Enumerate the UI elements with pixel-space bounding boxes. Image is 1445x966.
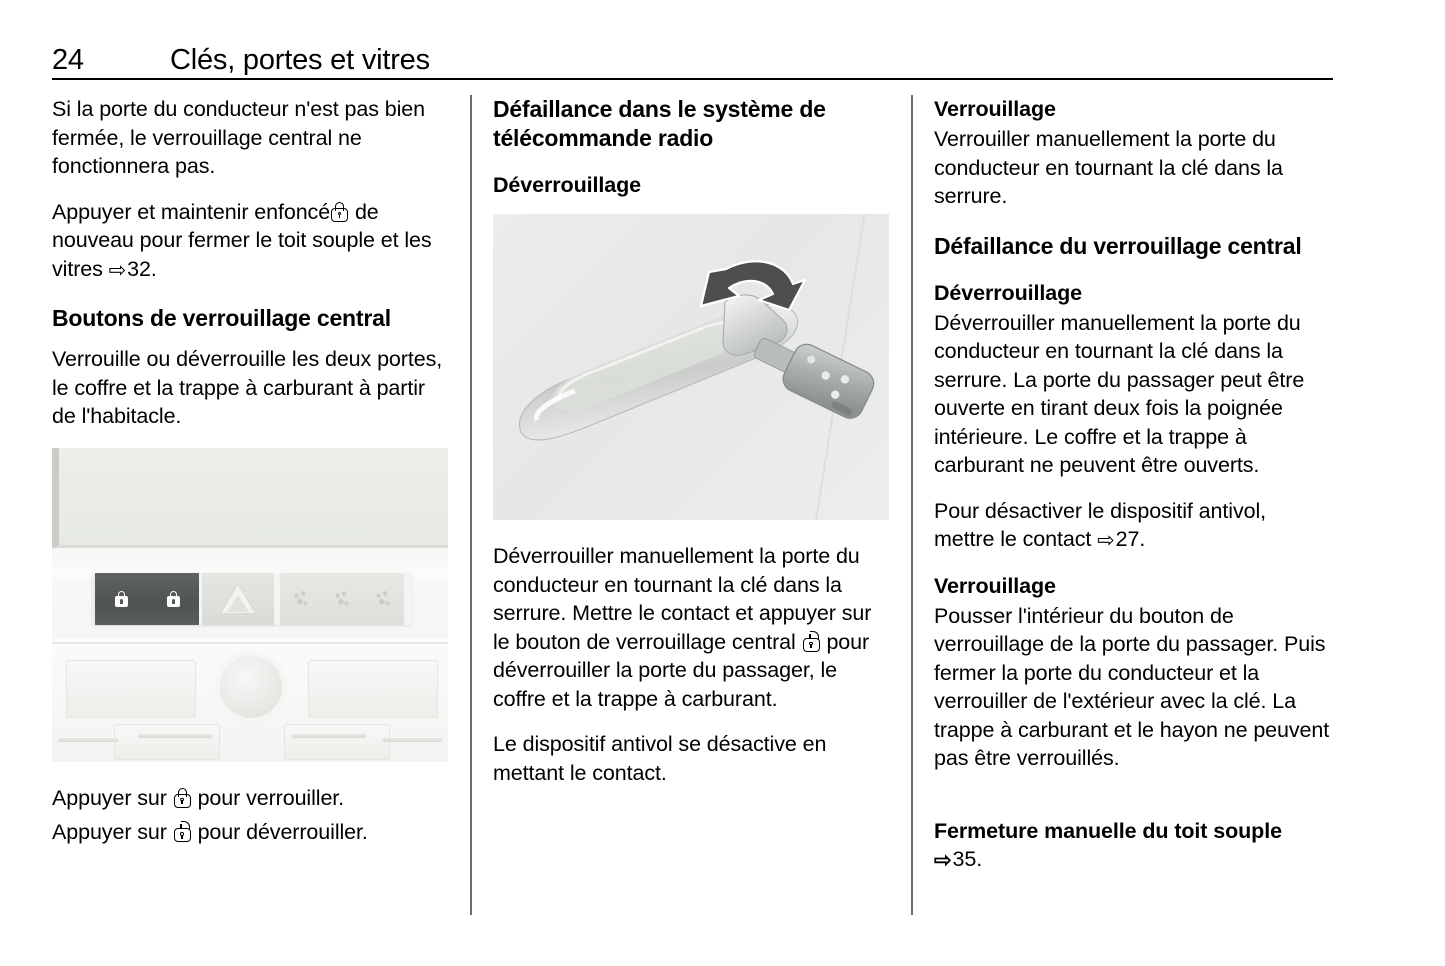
subheading-locking-1: Verrouillage: [934, 97, 1056, 121]
paragraph-antitheft-deactivates: Le dispositif antivol se désactive en mettant le contact.: [493, 732, 827, 785]
console-pad: [308, 660, 438, 718]
paragraph-locks-both-doors: Verrouille ou déverrouille les deux portes, le coffre et la trappe à carburant à partir de l'habitacle.: [52, 347, 443, 428]
door-handle-key-photo: [493, 214, 889, 520]
three-column-body: [52, 95, 1333, 925]
paragraph-deactivate-antitheft: [934, 497, 1330, 554]
caption-press-to-lock: [52, 784, 448, 813]
climate-control-knob: [220, 656, 282, 718]
column-left: [52, 95, 448, 925]
text-fragment: pour verrouiller.: [197, 785, 345, 810]
paragraph-door-not-closed: Si la porte du conducteur n'est pas bien fermée, le verrouillage central ne fonctionnera pas.: [52, 97, 426, 178]
page-ref-arrow-icon: ⇨: [108, 258, 127, 282]
lock-closed-icon: [331, 202, 348, 222]
console-slider: [58, 738, 118, 742]
infotainment-screen: [52, 448, 448, 548]
paragraph-press-hold-close-roof: [52, 198, 448, 284]
console-pad: [114, 724, 220, 760]
console-artwork: [52, 448, 448, 762]
heading-central-locking-failure: Défaillance du verrouillage central: [934, 232, 1302, 259]
column-divider-2: [889, 95, 934, 925]
subheading-manual-roof-close: [934, 817, 1330, 873]
console-lock-closed-icon: [115, 591, 128, 607]
heading-central-locking-buttons: Boutons de verrouillage central: [52, 305, 391, 331]
console-button-strip: [92, 573, 412, 625]
console-slider: [382, 738, 442, 742]
page-ref-number: 35.: [952, 846, 983, 871]
console-divider: [52, 642, 448, 644]
page-ref-arrow-icon: ⇨: [934, 848, 952, 872]
climate-button-group: [280, 573, 404, 625]
paragraph-manual-unlock-middle: [493, 542, 889, 713]
heading-radio-remote-failure: Défaillance dans le système de télécommande radio: [493, 96, 826, 151]
caption-press-to-unlock: [52, 818, 448, 847]
hazard-triangle-icon: [221, 585, 255, 613]
air-recirculation-icon: [372, 588, 394, 610]
chapter-title: Clés, portes et vitres: [170, 44, 430, 76]
central-locking-button-pair: [92, 573, 199, 625]
lock-open-icon: [174, 822, 191, 842]
door-handle-illustration: [493, 214, 889, 520]
column-right: [934, 95, 1330, 925]
centre-console-buttons-photo: [52, 448, 448, 762]
text-fragment: pour déverrouiller.: [197, 820, 368, 844]
lock-open-icon: [803, 632, 820, 652]
page-ref-number: 27.: [1115, 527, 1146, 551]
paragraph-manual-lock: Verrouiller manuellement la porte du conducteur en tournant la clé dans la serrure.: [934, 127, 1283, 208]
text-fragment: Appuyer et maintenir enfoncé: [52, 199, 331, 224]
console-slider: [138, 734, 212, 738]
text-fragment: Appuyer sur: [52, 785, 167, 810]
console-lock-open-icon: [167, 591, 180, 607]
defrost-front-icon: [331, 588, 353, 610]
key-fob: [746, 324, 878, 422]
column-divider-1: [448, 95, 493, 925]
text-fragment: Déverrouiller manuellement la porte du conducteur en tournant la clé dans la serrure. Mettre le contact et appuyer sur le bouton de verrouillage central: [493, 544, 872, 654]
page-header: [52, 38, 1333, 80]
paragraph-manual-unlock-right: Déverrouiller manuellement la porte du conducteur en tournant la clé dans la serrure. La porte du passager peut être ouverte en tirant deux fois la poignée intérieure. Le coffre et la trappe à carburant ne peuvent être ouverts.: [934, 310, 1305, 477]
paragraph-push-lock-button: Pousser l'intérieur du bouton de verrouillage de la porte du passager. Puis fermer la porte du conducteur et la verrouiller de l'extérieur avec la clé. La trappe à carburant et le hayon ne peuvent pas être verrouillés.: [934, 603, 1330, 770]
subheading-locking-2: Verrouillage: [934, 573, 1056, 598]
text-fragment: de nouveau pour fermer le toit souple et les vitres: [52, 199, 432, 281]
console-lower-panel: [52, 638, 448, 762]
subheading-unlocking: Déverrouillage: [493, 173, 641, 197]
console-slider: [292, 734, 366, 738]
page-number: 24: [52, 44, 84, 76]
text-fragment: Fermeture manuelle du toit souple: [934, 818, 1282, 843]
hazard-warning-button: [202, 573, 274, 625]
subheading-unlocking-2: Déverrouillage: [934, 280, 1082, 305]
console-pad: [284, 724, 390, 760]
console-pad: [66, 660, 196, 718]
page-ref-arrow-icon: ⇨: [1097, 529, 1115, 552]
text-fragment: Pour désactiver le dispositif antivol, mettre le contact: [934, 498, 1267, 551]
defrost-rear-icon: [290, 588, 312, 610]
text-fragment: pour déverrouiller la porte du passager, le coffre et la trappe à carburant.: [493, 629, 870, 711]
lock-closed-icon: [174, 788, 191, 808]
text-fragment: Appuyer sur: [52, 820, 167, 844]
page-ref-number: 32.: [127, 256, 157, 281]
column-middle: [493, 95, 889, 925]
